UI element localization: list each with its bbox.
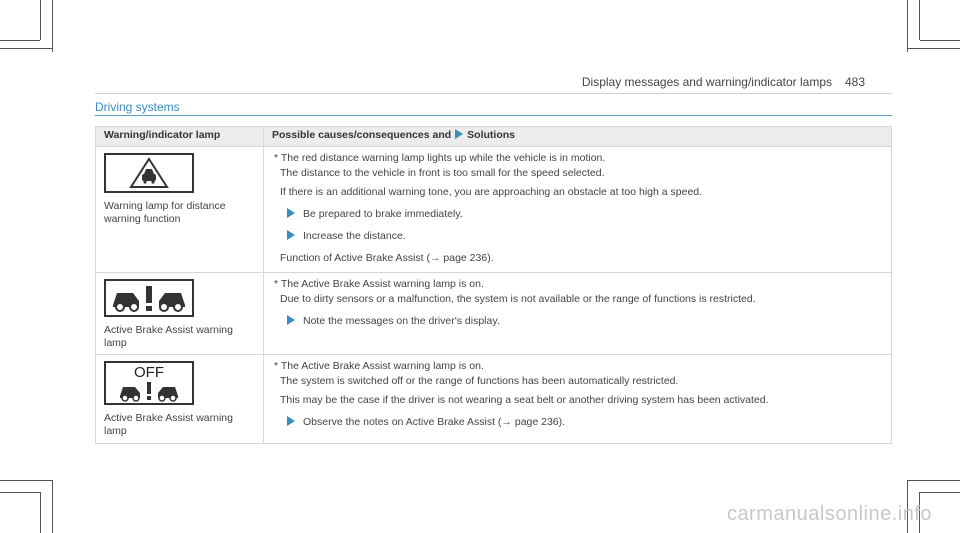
cause-text: * The Active Brake Assist warning lamp is on.	[274, 360, 484, 372]
crop-mark	[40, 0, 41, 40]
crop-mark	[908, 48, 960, 49]
cross-reference	[274, 251, 881, 266]
table-header-row	[96, 127, 892, 147]
causes-cell	[264, 355, 892, 444]
running-head-rule	[95, 93, 892, 94]
step-arrow-icon	[287, 208, 295, 218]
cause-text: * The Active Brake Assist warning lamp is on.	[274, 278, 484, 290]
table-row	[96, 355, 892, 444]
off-label: OFF	[134, 363, 164, 381]
detail-text: The system is switched off or the range of functions has been automatically restricted.	[280, 375, 679, 387]
crop-mark	[0, 492, 40, 493]
causes-cell	[264, 147, 892, 273]
page-number: 483	[844, 75, 865, 89]
section-title: Driving systems	[95, 100, 180, 114]
lamp-label: Active Brake Assist warning lamp	[104, 412, 233, 437]
cause-text: * The red distance warning lamp lights up while the vehicle is in motion.	[274, 152, 606, 164]
step-text: Note the messages on the driver's display.	[303, 315, 500, 327]
solutions-arrow-icon	[455, 129, 463, 139]
section-rule	[95, 115, 892, 116]
step-text: Be prepared to brake immediately.	[303, 208, 463, 220]
extra-text: This may be the case if the driver is not wearing a seat belt or another driving system has been activated.	[280, 394, 769, 406]
crop-mark	[52, 0, 53, 52]
detail-text: The distance to the vehicle in front is too small for the speed selected.	[280, 167, 605, 179]
column-header-solutions-label: Solutions	[467, 129, 516, 141]
xref-arrow-icon: →	[429, 252, 441, 264]
step-arrow-icon	[287, 416, 295, 426]
step-arrow-icon	[287, 230, 295, 240]
step-prefix: Observe the notes on Active Brake Assist (	[303, 416, 502, 428]
detail-text: Due to dirty sensors or a malfunction, the system is not available or the range of functions is restricted.	[280, 293, 756, 305]
watermark: carmanualsonline.info	[726, 503, 932, 525]
extra-text: If there is an additional warning tone, you are approaching an obstacle at too high a speed.	[280, 186, 703, 198]
column-header-causes-label: Possible causes/consequences and	[272, 129, 452, 141]
list-item	[274, 207, 881, 222]
crop-mark	[920, 40, 960, 41]
active-brake-assist-warning-icon	[104, 279, 194, 317]
lamp-cell	[96, 355, 264, 444]
lamp-label: Warning lamp for distance warning function	[104, 200, 226, 225]
distance-warning-lamp-icon	[104, 153, 194, 193]
step-text: Increase the distance.	[303, 230, 406, 242]
running-head: Display messages and warning/indicator lamps	[581, 75, 832, 89]
crop-mark	[919, 0, 920, 40]
table-row	[96, 147, 892, 273]
crop-mark	[920, 492, 960, 493]
xref-page-link[interactable]: page 236).	[440, 252, 494, 264]
lamp-label: Active Brake Assist warning lamp	[104, 324, 233, 349]
xref-prefix: Function of Active Brake Assist (	[280, 252, 430, 264]
active-brake-assist-off-icon	[104, 361, 194, 405]
list-item	[274, 314, 881, 329]
list-item	[274, 229, 881, 244]
crop-mark	[908, 480, 960, 481]
crop-mark	[0, 48, 52, 49]
causes-cell	[264, 273, 892, 355]
crop-mark	[0, 480, 52, 481]
xref-arrow-icon: →	[501, 416, 512, 428]
xref-page-link[interactable]: page 236).	[511, 416, 566, 428]
lamp-cell	[96, 147, 264, 273]
crop-mark	[52, 480, 53, 533]
crop-mark	[40, 492, 41, 533]
step-arrow-icon	[287, 315, 295, 325]
lamp-cell	[96, 273, 264, 355]
column-header-lamp: Warning/indicator lamp	[96, 127, 264, 147]
list-item	[274, 415, 881, 430]
warning-lamp-table	[95, 126, 892, 444]
table-row	[96, 273, 892, 355]
crop-mark	[907, 0, 908, 52]
crop-mark	[0, 40, 40, 41]
column-header-causes	[264, 127, 892, 147]
